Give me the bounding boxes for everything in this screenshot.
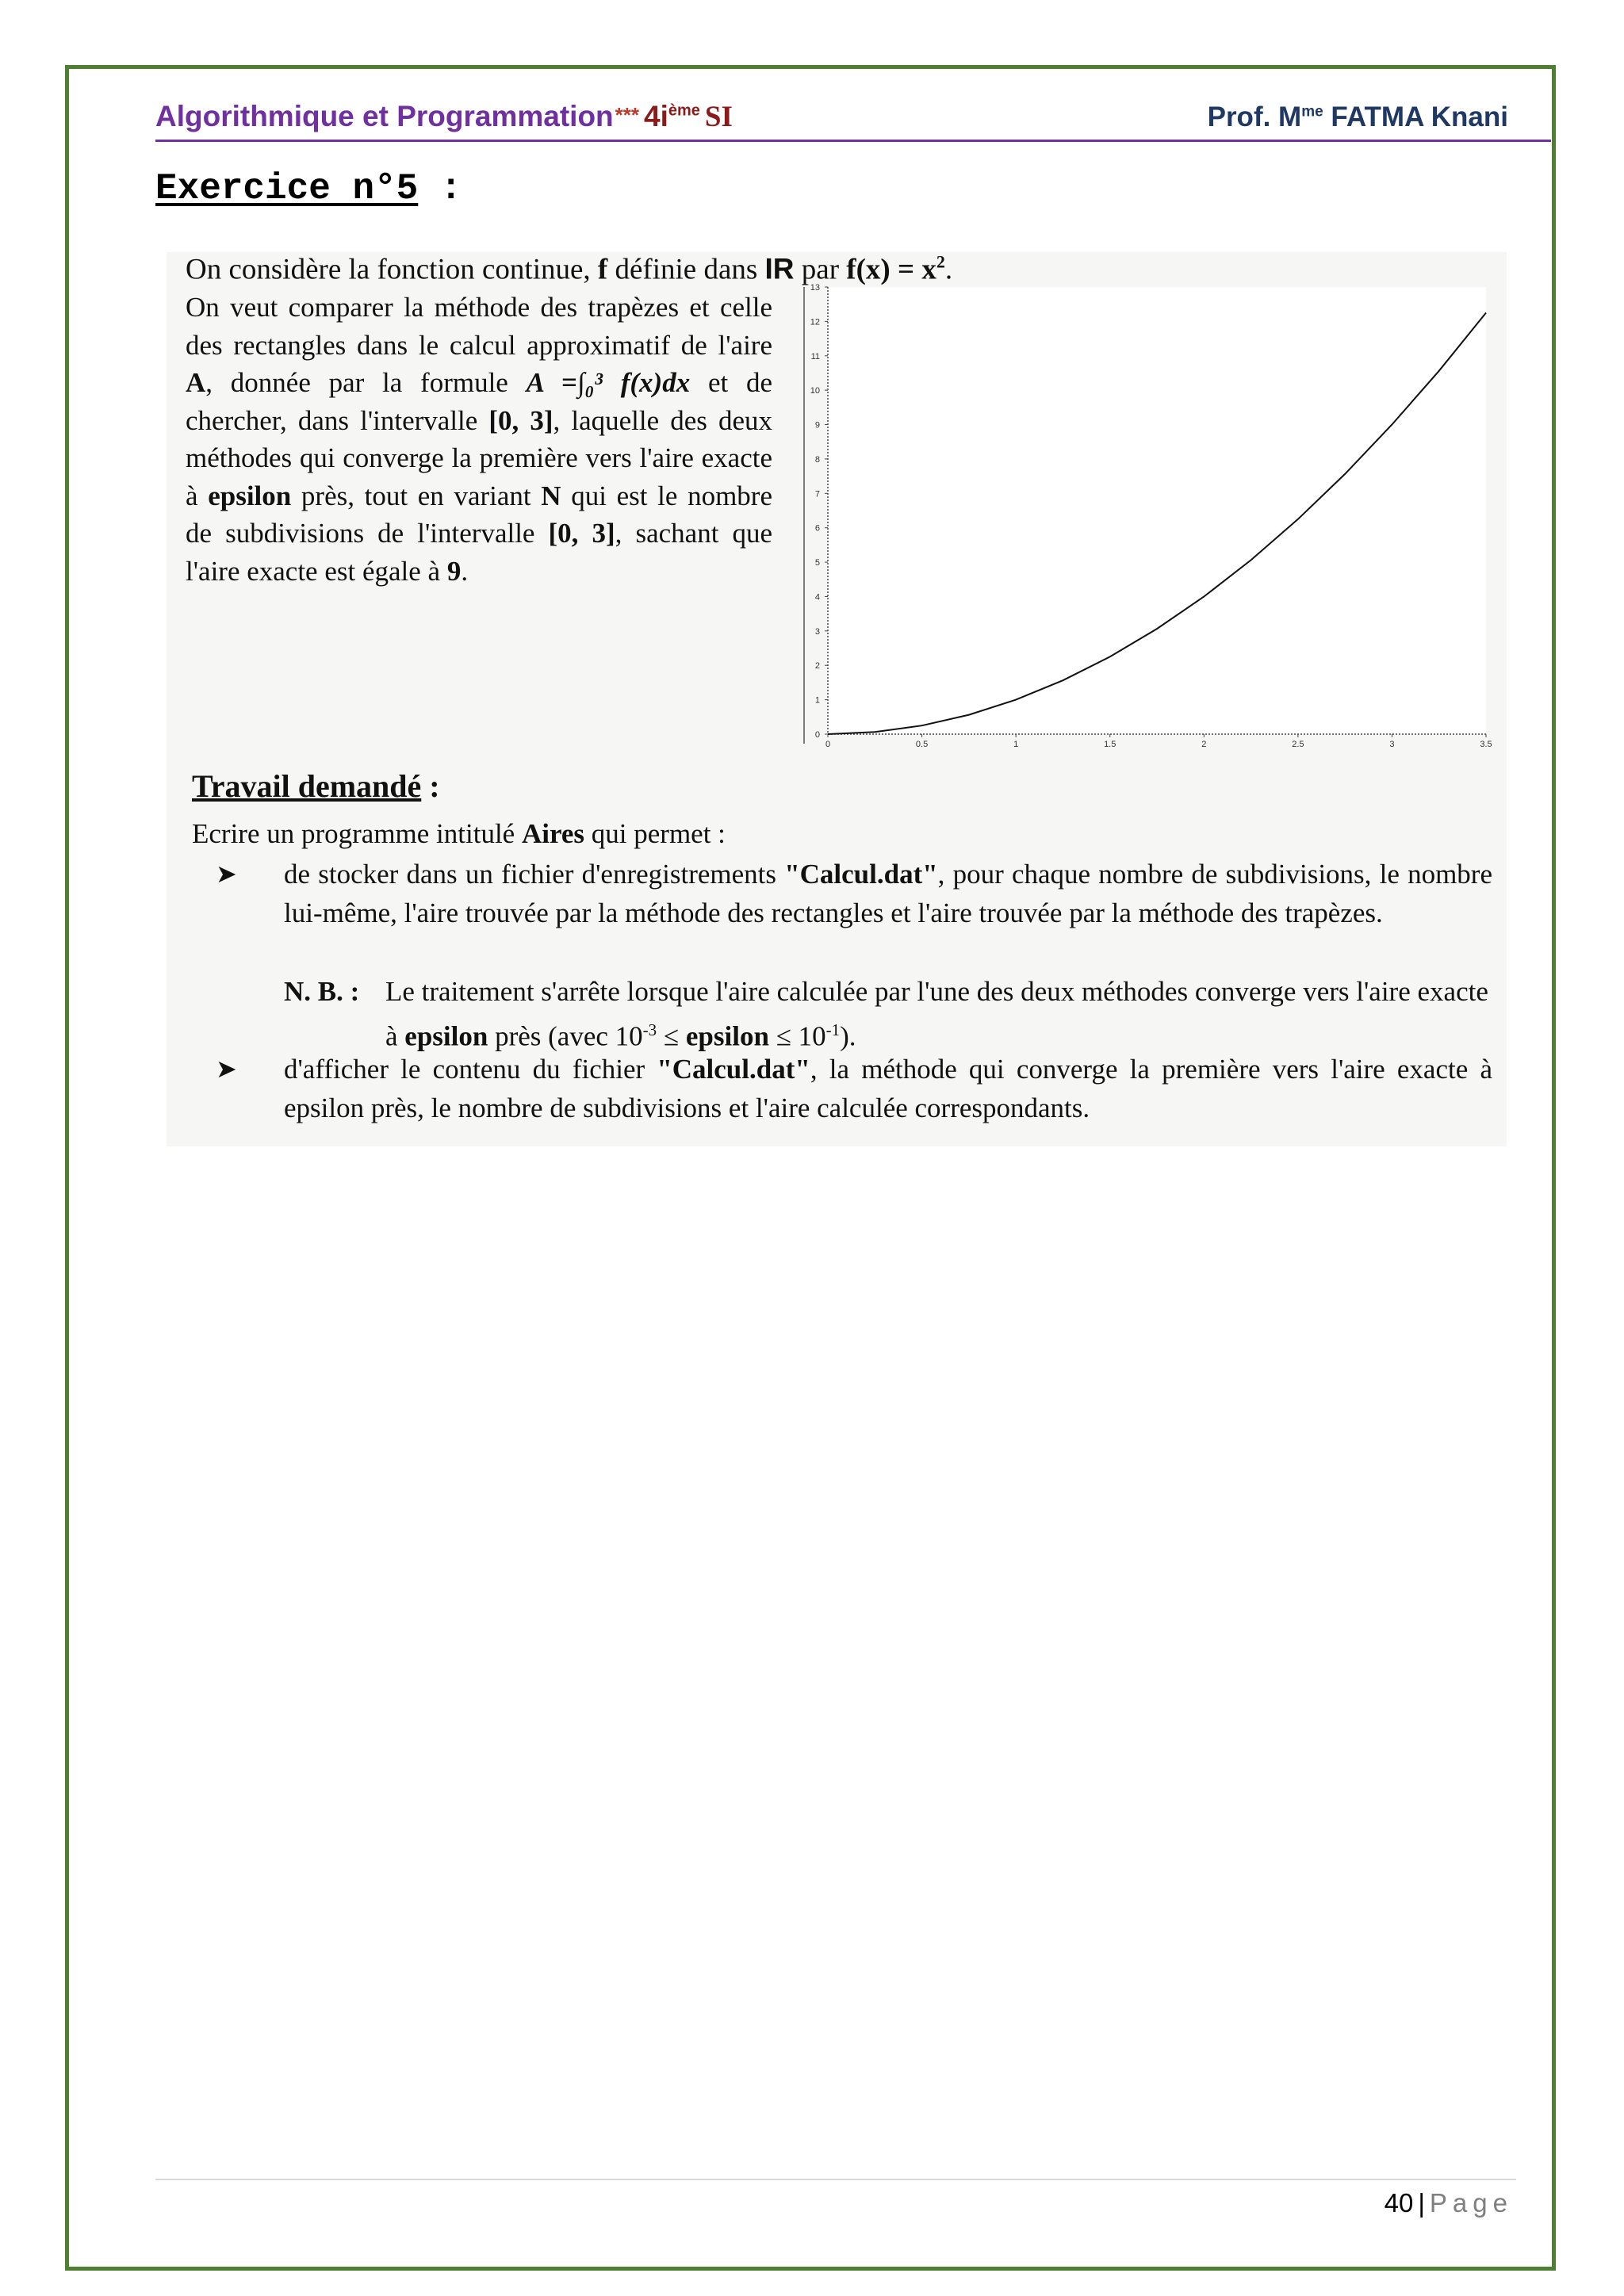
course-title [155,100,733,134]
x-tick-label: 3.5 [1480,740,1492,749]
bullet-text [284,1050,1492,1127]
bullet-text-part: de stocker dans un fichier d'enregistrements [284,859,785,890]
task-bullet-1 [192,855,1492,972]
prof-name: FATMA Knani [1331,101,1508,132]
plot-area [828,287,1486,734]
intro-ir: IR [764,252,795,285]
problem-paragraph [186,289,772,590]
para-text: , laquelle des deux méthodes qui converge la première vers l'aire exacte à [186,404,773,511]
bullet-text-part: , la méthode qui converge la première vers l'aire exacte à epsilon près, le nombre de subdivisions et l'aire calculée correspondants. [284,1054,1492,1123]
exercise-colon: : [418,168,462,209]
intro-fx: f(x) = x [846,253,936,286]
para-text: . [461,555,469,587]
y-tick-label: 7 [814,489,820,499]
y-tick-label: 6 [814,523,820,534]
file-name: "Calcul.dat" [784,859,938,890]
para-text: , donnée par la formule [205,367,527,398]
task-bullet-2 [192,1050,1492,1127]
arrow-bullet-icon: ➤ [216,859,237,888]
intro-exp: 2 [936,252,945,272]
exercise-title-text: Exercice n°5 [155,168,419,209]
page-word: Page [1429,2188,1513,2218]
nb-text-part: ≤ 10 [768,1020,826,1052]
task-heading-text: Travail demandé [192,768,422,804]
nb-text [385,972,1492,1056]
intro-text: On considère la fonction continue, [186,253,598,286]
x-tick-label: 0 [825,740,831,749]
footer-separator: | [1418,2188,1425,2218]
y-tick-label: 13 [810,283,820,293]
level-text: 4i [644,100,668,132]
y-tick-label: 0 [814,730,820,740]
para-text: qui est le nombre de subdivisions de l'intervalle [186,480,772,549]
prof-sup: me [1301,103,1323,121]
page-footer [1385,2188,1513,2218]
para-text: et de chercher, dans l'intervalle [186,367,772,436]
y-tick-label: 8 [814,454,820,465]
page-number: 40 [1384,2188,1414,2218]
nb-exp: -3 [642,1020,657,1039]
y-tick-label: 12 [810,317,820,327]
x-tick-label: 2 [1201,740,1207,749]
para-text: , sachant que l'aire exacte est égale à [186,518,773,587]
nine: 9 [446,555,462,587]
x-tick-label: 1 [1013,740,1019,749]
nota-bene [284,972,1492,1050]
y-tick-label: 3 [814,626,820,637]
y-tick-label: 10 [810,386,820,396]
y-tick-label: 9 [814,420,820,430]
intro-text: . [944,253,953,286]
professor-name [1208,101,1508,133]
scanned-exercise [167,252,1507,1146]
task-heading-colon: : [421,768,440,804]
x-tick-label: 0.5 [915,740,929,749]
parabola-chart [788,281,1502,756]
nb-text-part: près (avec 10 [488,1020,643,1052]
N: N [541,480,561,511]
y-tick-label: 5 [814,558,820,568]
para-text: On veut comparer la méthode des trapèzes et celle des rectangles dans le calcul approximatif de l'aire [186,292,772,361]
prof-prefix: Prof. M [1207,101,1302,132]
task-heading [192,767,440,805]
intro-f: f [597,253,608,286]
x-tick-label: 2.5 [1292,740,1304,749]
nb-epsilon: epsilon [685,1020,769,1052]
header-stars: *** [615,103,640,127]
nb-text-part: ≤ [657,1020,686,1052]
file-name: "Calcul.dat" [657,1054,810,1085]
level [644,100,700,132]
program-name: Aires [521,818,585,849]
nb-exp: -1 [825,1020,841,1039]
intro-text: par [794,253,847,286]
task-intro-text: qui permet : [584,818,726,849]
x-tick-label: 1.5 [1104,740,1116,749]
y-tick-label: 1 [814,695,820,706]
task-intro-text: Ecrire un programme intitulé [192,818,522,849]
bullet-text-part: , pour chaque nombre de subdivisions, le nombre lui-même, l'aire trouvée par la méthode des rectangles et l'aire trouvée par la méthode des trapèzes. [284,859,1493,928]
nb-epsilon: epsilon [404,1020,488,1052]
epsilon: epsilon [208,480,292,511]
para-text: près, tout en variant [291,480,542,511]
course-name: Algorithmique et Programmation [155,100,614,132]
level-sup: ème [668,101,700,120]
para-A: A [186,367,206,398]
nb-label: N. B. : [284,976,360,1007]
integral-formula: A =∫₀³ f(x)dx [526,367,691,398]
exercise-title [155,168,462,209]
y-tick-label: 11 [810,351,820,362]
nb-text-part: ). [840,1020,856,1052]
y-tick-label: 2 [814,661,820,672]
bullet-text [284,855,1492,932]
interval: [0, 3] [548,518,615,549]
intro-text: définie dans [607,253,765,286]
bullet-text-part: d'afficher le contenu du fichier [284,1054,657,1085]
task-intro [192,818,726,850]
nb-text-part: Le traitement s'arrête lorsque l'aire calculée par l'une des deux méthodes converge vers l'aire exacte à [385,976,1488,1052]
arrow-bullet-icon: ➤ [216,1054,237,1083]
footer-rule [155,2179,1516,2180]
y-tick-label: 4 [814,592,820,603]
x-tick-label: 3 [1389,740,1395,749]
section: SI [704,101,733,133]
interval: [0, 3] [488,404,553,436]
page-header [155,95,1551,142]
